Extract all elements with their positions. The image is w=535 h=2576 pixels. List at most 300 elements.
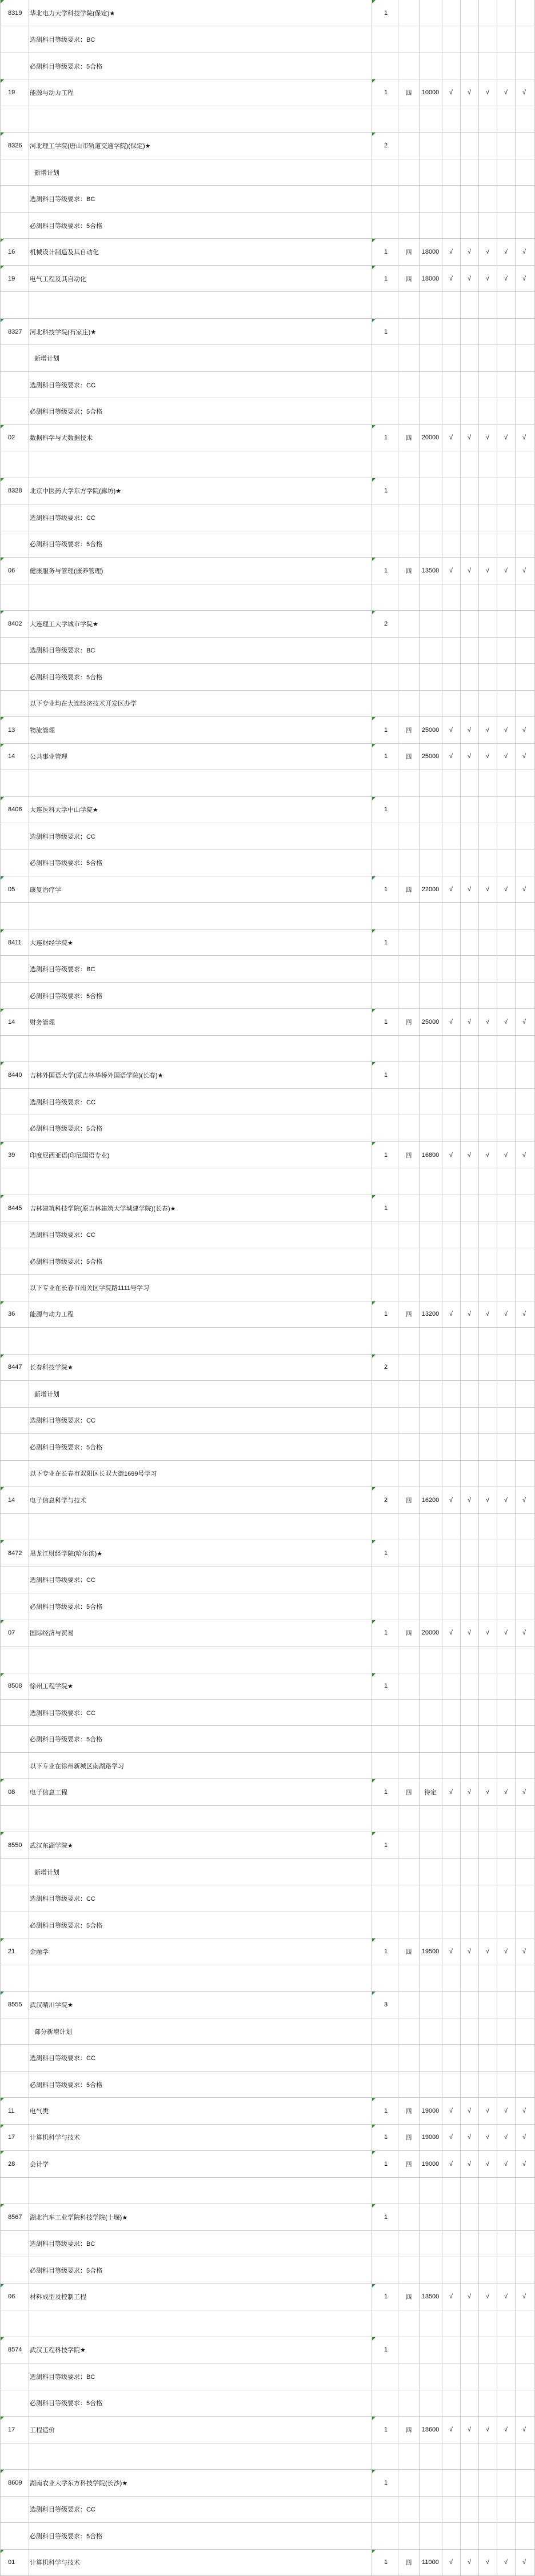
major-name: 电气工程及其自动化	[30, 275, 86, 283]
requirement-row	[0, 2363, 535, 2390]
requirement-row	[0, 1408, 535, 1434]
check-icon: √	[467, 2293, 472, 2301]
duration-cell: 四	[405, 2426, 412, 2434]
code-cell: 8440	[8, 1072, 22, 1079]
requirement-text: 必测科目等级要求：5合格	[30, 1444, 103, 1451]
check-icon: √	[449, 726, 453, 734]
requirement-text: 选测科目等级要求：CC	[30, 1577, 95, 1584]
school-row	[0, 2204, 535, 2230]
code-cell: 02	[8, 434, 15, 442]
code-cell: 14	[8, 1019, 15, 1026]
check-icon: √	[485, 2108, 490, 2114]
check-icon: √	[504, 2134, 508, 2141]
school-name: 大连医科大学中山学院★	[30, 807, 98, 814]
requirement-row	[0, 1381, 535, 1407]
check-icon: √	[467, 2559, 472, 2566]
plan-count: 1	[384, 1019, 388, 1026]
major-name: 计算机科学与技术	[30, 2134, 80, 2142]
plan-count: 1	[384, 487, 388, 495]
check-icon: √	[504, 249, 508, 256]
cell-comment-marker	[372, 1779, 376, 1782]
check-icon: √	[522, 2134, 526, 2141]
major-name: 机械设计制造及其自动化	[30, 249, 99, 257]
school-name: 黑龙江财经学院(哈尔滨)★	[30, 1550, 103, 1557]
code-cell: 16	[8, 249, 15, 256]
tuition-cell: 22000	[421, 886, 440, 893]
major-name: 印度尼西亚语(印尼国语专业)	[30, 1152, 110, 1159]
cell-comment-marker	[1, 876, 4, 880]
check-icon: √	[522, 89, 526, 97]
requirement-row	[0, 213, 535, 239]
requirement-text: 以下专业在长春市双阳区长双大街1699号学习	[30, 1471, 157, 1478]
check-icon: √	[485, 2134, 490, 2141]
check-icon: √	[485, 2160, 490, 2168]
tuition-cell: 16800	[421, 1151, 440, 1159]
major-row	[0, 79, 535, 106]
major-name: 物流管理	[30, 727, 55, 734]
cell-comment-marker	[372, 1355, 376, 1358]
duration-cell: 四	[405, 90, 412, 97]
cell-comment-marker	[372, 2151, 376, 2154]
plan-count: 1	[384, 1151, 388, 1159]
plan-count: 1	[384, 1549, 388, 1557]
requirement-row	[0, 1275, 535, 1301]
duration-cell: 四	[405, 2134, 412, 2142]
requirement-text: 必测科目等级要求：5合格	[30, 992, 103, 1000]
major-row	[0, 744, 535, 770]
cell-comment-marker	[372, 133, 376, 136]
check-icon: √	[467, 1496, 472, 1504]
major-row	[0, 266, 535, 292]
requirement-row	[0, 2072, 535, 2098]
check-icon: √	[504, 886, 508, 893]
cell-comment-marker	[372, 1487, 376, 1491]
requirement-text: 以下专业均在大连经济技术开发区办学	[30, 700, 137, 708]
plan-count: 1	[384, 328, 388, 335]
major-row	[0, 1301, 535, 1328]
cell-comment-marker	[372, 266, 376, 269]
cell-comment-marker	[372, 2470, 376, 2473]
check-icon: √	[522, 726, 526, 734]
cell-comment-marker	[372, 1301, 376, 1305]
school-name: 武汉东湖学院★	[30, 1842, 73, 1850]
check-icon: √	[449, 2559, 453, 2566]
cell-comment-marker	[1, 425, 4, 428]
check-icon: √	[485, 89, 490, 97]
cell-comment-marker	[1, 1142, 4, 1145]
plan-count: 1	[384, 1629, 388, 1637]
tuition-cell: 16200	[421, 1496, 440, 1504]
cell-comment-marker	[1, 2204, 4, 2208]
check-icon: √	[504, 275, 508, 282]
major-name: 数据科学与大数据技术	[30, 435, 93, 442]
requirement-row	[0, 345, 535, 371]
major-row	[0, 2125, 535, 2151]
requirement-text: 选测科目等级要求：CC	[30, 382, 95, 389]
check-icon: √	[467, 2160, 472, 2168]
cell-comment-marker	[1, 1540, 4, 1544]
check-icon: √	[504, 2160, 508, 2168]
check-icon: √	[449, 886, 453, 893]
cell-comment-marker	[372, 2098, 376, 2101]
check-icon: √	[522, 753, 526, 760]
school-name: 河北理工学院(唐山市轨道交通学院)(保定)★	[30, 143, 151, 150]
cell-comment-marker	[372, 717, 376, 720]
code-cell: 01	[8, 2559, 15, 2566]
requirement-text: 选测科目等级要求：BC	[30, 37, 95, 44]
code-cell: 8472	[8, 1549, 22, 1557]
major-row	[0, 239, 535, 265]
cell-comment-marker	[1, 133, 4, 136]
check-icon: √	[485, 567, 490, 574]
plan-count: 1	[384, 275, 388, 282]
requirement-text: 必测科目等级要求：5合格	[30, 1603, 103, 1610]
check-icon: √	[522, 2293, 526, 2301]
cell-comment-marker	[1, 319, 4, 322]
check-icon: √	[522, 886, 526, 893]
cell-comment-marker	[1, 1673, 4, 1677]
check-icon: √	[449, 1311, 453, 1318]
major-row	[0, 1142, 535, 1168]
cell-comment-marker	[372, 2417, 376, 2420]
check-icon: √	[449, 1789, 453, 1796]
requirement-text: 必测科目等级要求：5合格	[30, 674, 103, 681]
school-name: 华北电力大学科技学院(保定)★	[30, 10, 115, 17]
check-icon: √	[449, 2293, 453, 2301]
code-cell: 8555	[8, 2001, 22, 2009]
school-row	[0, 2337, 535, 2363]
major-name: 电子信息科学与技术	[30, 1497, 86, 1504]
cell-comment-marker	[372, 0, 376, 3]
duration-cell: 四	[405, 275, 412, 283]
duration-cell: 四	[405, 754, 412, 761]
requirement-row	[0, 504, 535, 531]
check-icon: √	[504, 2108, 508, 2114]
plan-count: 1	[384, 89, 388, 97]
code-cell: 8411	[8, 939, 22, 946]
code-cell: 11	[8, 2108, 15, 2114]
cell-comment-marker	[372, 1195, 376, 1199]
duration-cell: 四	[405, 249, 412, 257]
major-name: 国际经济与贸易	[30, 1630, 74, 1637]
school-name: 武汉晴川学院★	[30, 2002, 73, 2009]
cell-comment-marker	[372, 79, 376, 83]
cell-comment-marker	[372, 1062, 376, 1065]
duration-cell: 四	[405, 1630, 412, 1637]
cell-comment-marker	[1, 239, 4, 242]
requirement-row	[0, 1115, 535, 1141]
code-cell: 8402	[8, 620, 22, 627]
check-icon: √	[522, 1151, 526, 1159]
major-row	[0, 717, 535, 743]
requirement-text: 选测科目等级要求：CC	[30, 1099, 95, 1106]
plan-count: 1	[384, 2108, 388, 2114]
cell-comment-marker	[372, 2550, 376, 2553]
requirement-row	[0, 1885, 535, 1912]
duration-cell: 四	[405, 2294, 412, 2301]
cell-comment-marker	[1, 1062, 4, 1065]
duration-cell: 四	[405, 2559, 412, 2567]
major-name: 金融学	[30, 1949, 49, 1956]
cell-comment-marker	[1, 744, 4, 747]
requirement-row	[0, 26, 535, 53]
school-row	[0, 2470, 535, 2496]
duration-cell: 四	[405, 1949, 412, 1956]
code-cell: 8567	[8, 2213, 22, 2221]
school-name: 湖北汽车工业学院科技学院(十堰)★	[30, 2214, 128, 2221]
check-icon: √	[467, 2108, 472, 2114]
cell-comment-marker	[372, 1992, 376, 1995]
major-row	[0, 2550, 535, 2576]
code-cell: 14	[8, 753, 15, 760]
check-icon: √	[522, 567, 526, 574]
duration-cell: 四	[405, 435, 412, 442]
check-icon: √	[467, 1789, 472, 1796]
cell-comment-marker	[1, 2284, 4, 2287]
cell-comment-marker	[1, 1779, 4, 1782]
school-row	[0, 1832, 535, 1858]
code-cell: 8319	[8, 9, 22, 17]
check-icon: √	[504, 1151, 508, 1159]
school-name: 湖南农业大学东方科技学院(长沙)★	[30, 2479, 128, 2487]
requirement-row	[0, 1434, 535, 1460]
requirement-row	[0, 1753, 535, 1779]
tuition-cell: 25000	[421, 1019, 440, 1026]
duration-cell: 四	[405, 2108, 412, 2115]
school-name: 长春科技学院★	[30, 1364, 73, 1372]
code-cell: 17	[8, 2426, 15, 2433]
school-row	[0, 930, 535, 956]
tuition-cell: 11000	[422, 2559, 439, 2566]
requirement-text: 新增计划	[34, 1391, 59, 1398]
cell-comment-marker	[1, 478, 4, 482]
duration-cell: 四	[405, 1019, 412, 1027]
check-icon: √	[485, 1629, 490, 1637]
school-row	[0, 478, 535, 504]
school-row	[0, 1673, 535, 1700]
requirement-row	[0, 956, 535, 982]
requirement-row	[0, 1593, 535, 1620]
requirement-text: 选测科目等级要求：BC	[30, 196, 95, 203]
requirement-row	[0, 2231, 535, 2257]
plan-count: 1	[384, 806, 388, 814]
cell-comment-marker	[1, 2417, 4, 2420]
blank-row	[0, 2443, 535, 2470]
requirement-row	[0, 1461, 535, 1487]
requirement-row	[0, 664, 535, 690]
check-icon: √	[504, 1789, 508, 1796]
requirement-row	[0, 531, 535, 558]
check-icon: √	[467, 1629, 472, 1637]
tuition-cell: 待定	[424, 1789, 437, 1797]
school-name: 北京中医药大学东方学院(廊坊)★	[30, 488, 122, 495]
cell-comment-marker	[1, 2337, 4, 2341]
check-icon: √	[504, 89, 508, 97]
cell-comment-marker	[372, 1142, 376, 1145]
blank-row	[0, 1036, 535, 1062]
code-cell: 8406	[8, 806, 22, 814]
check-icon: √	[522, 1789, 526, 1796]
check-icon: √	[522, 1629, 526, 1637]
code-cell: 06	[8, 2293, 15, 2301]
plan-count: 1	[384, 2346, 388, 2354]
school-row	[0, 1195, 535, 1221]
plan-count: 1	[384, 726, 388, 734]
duration-cell: 四	[405, 1497, 412, 1504]
requirement-text: 必测科目等级要求：5合格	[30, 408, 103, 415]
plan-count: 2	[384, 620, 388, 627]
school-name: 大连理工大学城市学院★	[30, 620, 98, 628]
cell-comment-marker	[1, 266, 4, 269]
cell-comment-marker	[372, 1938, 376, 1942]
code-cell: 8447	[8, 1364, 22, 1371]
requirement-text: 选测科目等级要求：BC	[30, 647, 95, 655]
requirement-text: 必测科目等级要求：5合格	[30, 2267, 103, 2274]
tuition-cell: 20000	[421, 434, 440, 442]
requirement-text: 必测科目等级要求：5合格	[30, 860, 103, 867]
tuition-cell: 19000	[421, 2108, 440, 2114]
tuition-cell: 19500	[421, 1948, 440, 1956]
requirement-text: 部分新增计划	[34, 2028, 72, 2036]
requirement-row	[0, 1859, 535, 1885]
tuition-cell: 13500	[421, 2293, 440, 2301]
check-icon: √	[449, 434, 453, 442]
cell-comment-marker	[372, 319, 376, 322]
code-cell: 8326	[8, 142, 22, 150]
check-icon: √	[522, 1019, 526, 1026]
blank-row	[0, 1806, 535, 1832]
requirement-row	[0, 186, 535, 212]
cell-comment-marker	[1, 79, 4, 83]
check-icon: √	[485, 1948, 490, 1956]
major-row	[0, 876, 535, 903]
check-icon: √	[449, 567, 453, 574]
cell-comment-marker	[372, 2204, 376, 2208]
check-icon: √	[485, 2426, 490, 2433]
plan-count: 1	[384, 249, 388, 256]
plan-count: 1	[384, 434, 388, 442]
tuition-cell: 18000	[421, 249, 440, 256]
requirement-row	[0, 850, 535, 876]
requirement-row	[0, 1726, 535, 1752]
blank-row	[0, 1514, 535, 1540]
code-cell: 8328	[8, 487, 22, 495]
cell-comment-marker	[372, 2125, 376, 2128]
check-icon: √	[485, 1496, 490, 1504]
plan-count: 1	[384, 2160, 388, 2168]
check-icon: √	[485, 753, 490, 760]
cell-comment-marker	[372, 744, 376, 747]
requirement-text: 选测科目等级要求：CC	[30, 2506, 95, 2514]
plan-count: 1	[384, 2426, 388, 2433]
tuition-cell: 18000	[421, 275, 440, 282]
cell-comment-marker	[372, 1540, 376, 1544]
requirement-row	[0, 2390, 535, 2417]
major-row	[0, 1779, 535, 1805]
code-cell: 39	[8, 1151, 15, 1159]
cell-comment-marker	[372, 2337, 376, 2341]
plan-count: 1	[384, 1311, 388, 1318]
blank-row	[0, 903, 535, 929]
plan-count: 1	[384, 2134, 388, 2141]
check-icon: √	[449, 753, 453, 760]
cell-comment-marker	[372, 1009, 376, 1012]
cell-comment-marker	[372, 1832, 376, 1836]
requirement-text: 必测科目等级要求：5合格	[30, 1922, 103, 1929]
check-icon: √	[449, 1151, 453, 1159]
code-cell: 8550	[8, 1842, 22, 1849]
school-row	[0, 133, 535, 159]
check-icon: √	[467, 275, 472, 282]
code-cell: 36	[8, 1311, 15, 1318]
major-row	[0, 2098, 535, 2124]
school-name: 河北科技学院(石家庄)★	[30, 328, 97, 336]
blank-row	[0, 770, 535, 796]
code-cell: 07	[8, 1629, 15, 1637]
requirement-row	[0, 53, 535, 79]
blank-row	[0, 451, 535, 478]
cell-comment-marker	[372, 478, 376, 482]
check-icon: √	[467, 89, 472, 97]
code-cell: 19	[8, 275, 15, 282]
code-cell: 08	[8, 1789, 15, 1796]
requirement-text: 选测科目等级要求：CC	[30, 1417, 95, 1425]
plan-count: 1	[384, 1789, 388, 1796]
cell-comment-marker	[372, 425, 376, 428]
cell-comment-marker	[372, 797, 376, 800]
plan-count: 2	[384, 142, 388, 150]
check-icon: √	[467, 434, 472, 442]
check-icon: √	[522, 1948, 526, 1956]
plan-count: 1	[384, 939, 388, 946]
major-row	[0, 1487, 535, 1513]
duration-cell: 四	[405, 1152, 412, 1159]
check-icon: √	[467, 567, 472, 574]
cell-comment-marker	[1, 0, 4, 3]
requirement-text: 必测科目等级要求：5合格	[30, 2081, 103, 2089]
requirement-text: 选测科目等级要求：CC	[30, 1709, 95, 1717]
cell-comment-marker	[1, 1620, 4, 1624]
check-icon: √	[485, 886, 490, 893]
major-name: 工程造价	[30, 2426, 55, 2434]
check-icon: √	[504, 2293, 508, 2301]
check-icon: √	[467, 2134, 472, 2141]
tuition-cell: 10000	[421, 89, 440, 97]
check-icon: √	[522, 2426, 526, 2433]
major-row	[0, 2284, 535, 2310]
check-icon: √	[485, 1789, 490, 1796]
school-name: 吉林建筑科技学院(原吉林建筑大学城建学院)(长春)★	[30, 1205, 176, 1212]
cell-comment-marker	[1, 1355, 4, 1358]
requirement-text: 选测科目等级要求：CC	[30, 1232, 95, 1239]
school-row	[0, 1540, 535, 1567]
requirement-row	[0, 2257, 535, 2283]
blank-row	[0, 2310, 535, 2337]
cell-comment-marker	[1, 1487, 4, 1491]
cell-comment-marker	[1, 930, 4, 933]
check-icon: √	[522, 275, 526, 282]
plan-count: 1	[384, 567, 388, 574]
major-name: 财务管理	[30, 1019, 55, 1027]
requirement-text: 选测科目等级要求：CC	[30, 833, 95, 840]
check-icon: √	[504, 434, 508, 442]
tuition-cell: 19000	[421, 2134, 440, 2141]
plan-count: 1	[384, 1204, 388, 1212]
cell-comment-marker	[1, 2125, 4, 2128]
plan-count: 1	[384, 886, 388, 893]
check-icon: √	[522, 1311, 526, 1318]
code-cell: 19	[8, 89, 15, 97]
